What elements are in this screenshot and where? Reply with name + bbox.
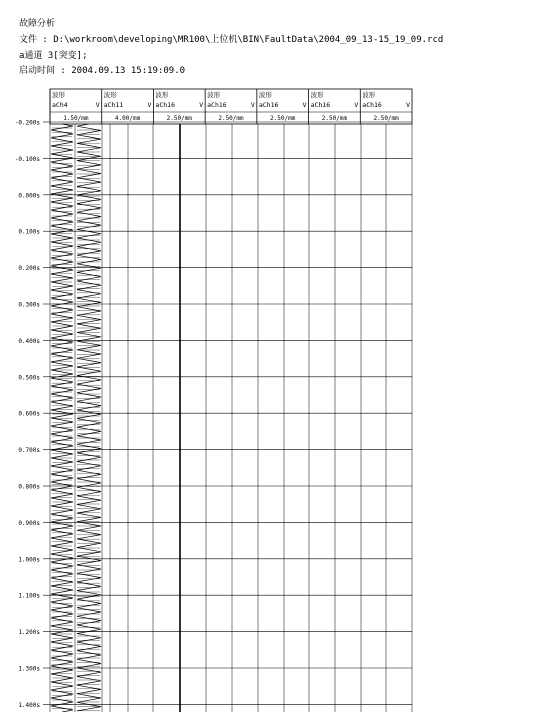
waveform-trace-ach4 — [51, 124, 73, 712]
channel-name-label: aCh16 — [310, 101, 331, 109]
time-label: 1.100s — [18, 592, 40, 600]
start-time-line: 启动时间 : 2004.09.13 15:19:09.0 — [19, 66, 186, 76]
channel-unit-label: V — [250, 101, 255, 109]
channel-name-label: aCh16 — [207, 101, 227, 109]
time-label: 1.200s — [18, 629, 40, 637]
channel-type-label: 波形 — [310, 91, 324, 99]
time-label: 0.300s — [18, 301, 40, 309]
channel-scale-label: 2.50/mm — [270, 115, 296, 122]
time-label: 0.400s — [18, 337, 40, 345]
time-label: 0.000s — [18, 192, 40, 200]
time-label: 0.600s — [18, 410, 40, 418]
channel-unit-label: V — [199, 101, 204, 109]
channel-type-label: 波形 — [155, 91, 169, 99]
channel-unit-label: V — [302, 101, 307, 109]
channel-name-label: aCh16 — [258, 101, 279, 109]
time-label: 0.500s — [18, 374, 40, 382]
time-label: 0.900s — [18, 519, 40, 527]
channel-type-label: 波形 — [207, 91, 221, 99]
time-label: 1.300s — [18, 665, 40, 673]
channel-type-label: 波形 — [52, 91, 65, 99]
channel-name-label: aCh11 — [103, 101, 124, 109]
channel-scale-label: 2.50/mm — [373, 115, 399, 122]
channel-scale-label: 4.00/mm — [114, 115, 141, 122]
trigger-channel-line: a通道 3[突变]; — [19, 51, 88, 61]
time-label: 0.800s — [18, 483, 40, 491]
channel-type-label: 波形 — [258, 91, 272, 99]
time-label: 1.400s — [18, 701, 40, 709]
channel-unit-label: V — [354, 101, 359, 109]
channel-scale-label: 1.50/mm — [63, 115, 89, 122]
channel-type-label: 波形 — [362, 91, 376, 99]
channel-type-label: 波形 — [103, 91, 117, 99]
time-label: 0.100s — [18, 228, 40, 236]
time-label: 0.200s — [18, 265, 40, 273]
channel-unit-label: V — [147, 101, 152, 109]
channel-scale-label: 2.50/mm — [321, 115, 348, 122]
file-path-line: 文件 : D:\workroom\developing\MR100\上位机\BIN\FaultData\2004_09_13-15_19_09.rcd — [19, 35, 444, 45]
channel-name-label: aCh16 — [362, 101, 382, 109]
channel-name-label: aCh4 — [52, 101, 68, 109]
channel-unit-label: V — [95, 101, 100, 109]
report-title: 故障分析 — [19, 19, 56, 29]
time-label: -0.100s — [14, 155, 40, 163]
channel-scale-label: 2.50/mm — [218, 115, 244, 122]
time-label: 0.700s — [18, 447, 40, 455]
channel-unit-label: V — [406, 101, 410, 109]
time-label: 1.000s — [18, 556, 40, 564]
channel-scale-label: 2.50/mm — [166, 115, 192, 122]
time-label: -0.200s — [14, 119, 40, 127]
channel-name-label: aCh16 — [155, 101, 176, 109]
